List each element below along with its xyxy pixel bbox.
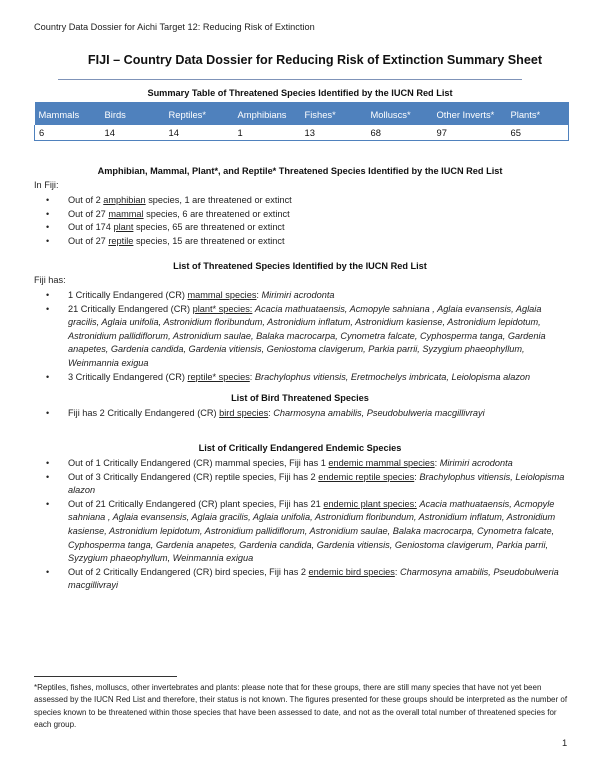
item-text: Fiji has 2 Critically Endangered (CR)	[68, 408, 220, 418]
threatened-list	[34, 289, 569, 384]
endemic-bird-species-link[interactable]: endemic bird species	[308, 566, 395, 577]
bullet-icon: •	[46, 566, 50, 577]
col-header-plants: Plants*	[507, 103, 569, 126]
species-names: Brachylophus vitiensis, Eretmochelys imbricata, Leiolopisma alazon	[254, 371, 531, 382]
value-mammals: 6	[35, 125, 101, 141]
endemic-reptile-species-link[interactable]: endemic reptile species	[318, 471, 415, 482]
section-heading-endemic: List of Critically Endangered Endemic Species	[198, 443, 402, 453]
item-text: 1 Critically Endangered (CR)	[68, 290, 188, 300]
item-text: species, 65 are threatened or extinct	[133, 222, 285, 233]
item-text: species, 6 are threatened or extinct	[143, 208, 290, 219]
value-other-inverts: 97	[433, 125, 507, 141]
page-title: FIJI – Country Data Dossier for Reducing Risk of Extinction Summary Sheet	[87, 53, 543, 67]
list-item	[34, 407, 569, 421]
species-names: Mirimiri acrodonta	[439, 458, 513, 468]
bullet-icon: •	[46, 303, 50, 314]
list-item	[34, 471, 569, 498]
item-text: 3 Critically Endangered (CR)	[68, 371, 188, 382]
plant-link[interactable]: plant	[113, 222, 134, 233]
item-text: 21 Critically Endangered (CR)	[68, 303, 193, 314]
amphibian-link[interactable]: amphibian	[103, 195, 146, 205]
item-text: Out of 27	[68, 208, 109, 219]
species-names: Charmosyna amabilis, Pseudobulweria macgillivrayi	[273, 408, 485, 418]
species-names: Acacia mathuataensis, Acmopyle sahniana , Aglaia evansensis, Aglaia gracilis, Aglaia unifolia, Astronidium floribundum, Astronidium inflatum, Astronidium kasiense, Astronidium lepidotum, Astronidium pallidiflorum, Astronidium saulae, Balaka macrocarpa, Cynometra falcate, Cyphosperma tanga, Gardenia anapetes, Gardenia candida, Gardenia vitiensis, Geniostoma clavigerum, Parkia parrii, Syzygium phaeophyllum, Weinmannia exigua	[68, 303, 546, 368]
item-text: species, 1 are threatened or extinct	[145, 195, 292, 205]
title-divider	[58, 79, 522, 80]
species-names: Charmosyna amabilis, Pseudobulweria macgillivrayi	[68, 566, 559, 591]
list-item	[34, 289, 569, 303]
col-header-amphibians: Amphibians	[234, 103, 301, 126]
mammal-link[interactable]: mammal	[108, 208, 144, 219]
species-names: Acacia mathuataensis, Acmopyle sahniana , Aglaia evansensis, Aglaia gracilis, Aglaia unifolia, Astronidium floribundum, Astronidium inflatum, Astronidium kasiense, Astronidium lepidotum, Astronidium pallidiflorum, Astronidium saulae, Balaka macrocarpa, Cynometra falcate, Cyphosperma tanga, Gardenia anapetes, Gardenia candida, Gardenia vitiensis, Geniostoma clavigerum, Parkia parrii, Syzygium phaeophyllum, Weinmannia exigua	[68, 498, 556, 564]
section-heading-threatened: List of Threatened Species Identified by the IUCN Red List	[173, 261, 427, 271]
list-item	[34, 208, 569, 222]
reptile-species-link[interactable]: reptile* species	[187, 371, 250, 382]
item-text: Out of 174	[68, 222, 114, 233]
bullet-icon: •	[46, 498, 50, 509]
footnote-divider	[34, 676, 177, 677]
item-text: Out of 2 Critically Endangered (CR) bird species, Fiji has 2	[68, 566, 309, 577]
mammal-species-link[interactable]: mammal species	[187, 290, 257, 300]
section-intro-fiji-has: Fiji has:	[34, 275, 66, 285]
list-item	[34, 566, 569, 593]
plant-species-link[interactable]: plant* species:	[192, 303, 253, 314]
item-text: :	[394, 566, 400, 577]
endemic-plant-species-link[interactable]: endemic plant species:	[323, 498, 417, 509]
bird-species-link[interactable]: bird species	[219, 408, 269, 418]
running-header: Country Data Dossier for Aichi Target 12: Reducing Risk of Extinction	[34, 22, 315, 32]
bullet-icon: •	[46, 222, 50, 233]
item-text: Out of 3 Critically Endangered (CR) reptile species, Fiji has 2	[68, 471, 319, 482]
amr-list	[34, 194, 569, 248]
bullet-icon: •	[46, 195, 50, 205]
list-item	[34, 371, 569, 385]
col-header-reptiles: Reptiles*	[165, 103, 234, 126]
item-text: Out of 27	[68, 235, 109, 246]
item-text: :	[434, 458, 440, 468]
summary-table-caption: Summary Table of Threatened Species Identified by the IUCN Red List	[147, 88, 453, 98]
list-item	[34, 498, 569, 566]
reptile-link[interactable]: reptile	[108, 235, 134, 246]
bullet-icon: •	[46, 290, 50, 300]
value-reptiles: 14	[165, 125, 234, 141]
footnote: *Reptiles, fishes, molluscs, other invertebrates and plants: please note that for these groups, there are still many species that have not yet been assessed by the IUCN Red List and therefore, their status is not known. The figures presented for these groups should be interpreted as the number of species known to be threatened within those species that have been assessed to date, and not as the overall total number of threatened species for each group.	[34, 683, 568, 730]
item-text: :	[256, 290, 262, 300]
endemic-list	[34, 457, 569, 593]
page-number: 1	[562, 737, 568, 748]
section-heading-birds: List of Bird Threatened Species	[231, 393, 369, 403]
col-header-other-inverts: Other Inverts*	[433, 103, 507, 126]
summary-table-value-row	[35, 125, 569, 141]
item-text: Out of 1 Critically Endangered (CR) mammal species, Fiji has 1	[68, 458, 329, 468]
endemic-mammal-species-link[interactable]: endemic mammal species	[328, 458, 435, 468]
section-intro-in-fiji: In Fiji:	[34, 180, 59, 190]
list-item	[34, 221, 569, 235]
item-text: species, 15 are threatened or extinct	[133, 235, 285, 246]
list-item	[34, 194, 569, 208]
bullet-icon: •	[46, 458, 50, 468]
col-header-mammals: Mammals	[35, 103, 101, 126]
species-names: Mirimiri acrodonta	[261, 290, 335, 300]
list-item	[34, 235, 569, 249]
col-header-birds: Birds	[101, 103, 165, 126]
bullet-icon: •	[46, 408, 50, 418]
species-names: Brachylophus vitiensis, Leiolopisma alazon	[68, 471, 565, 496]
bullet-icon: •	[46, 235, 50, 246]
bullet-icon: •	[46, 471, 50, 482]
item-text: Out of 21 Critically Endangered (CR) plant species, Fiji has 21	[68, 498, 324, 509]
summary-table-header-row	[35, 103, 569, 126]
bullet-icon: •	[46, 208, 50, 219]
bullet-icon: •	[46, 371, 50, 382]
item-text: :	[414, 471, 420, 482]
value-fishes: 13	[301, 125, 367, 141]
value-molluscs: 68	[367, 125, 433, 141]
value-amphibians: 1	[234, 125, 301, 141]
col-header-molluscs: Molluscs*	[367, 103, 433, 126]
birds-list	[34, 407, 569, 421]
item-text: Out of 2	[68, 195, 104, 205]
summary-table	[34, 102, 569, 141]
item-text: :	[249, 371, 255, 382]
section-heading-amr: Amphibian, Mammal, Plant*, and Reptile* Threatened Species Identified by the IUCN Red List	[97, 166, 503, 176]
list-item	[34, 457, 569, 471]
list-item	[34, 303, 569, 371]
value-plants: 65	[507, 125, 569, 141]
col-header-fishes: Fishes*	[301, 103, 367, 126]
item-text: :	[268, 408, 274, 418]
value-birds: 14	[101, 125, 165, 141]
